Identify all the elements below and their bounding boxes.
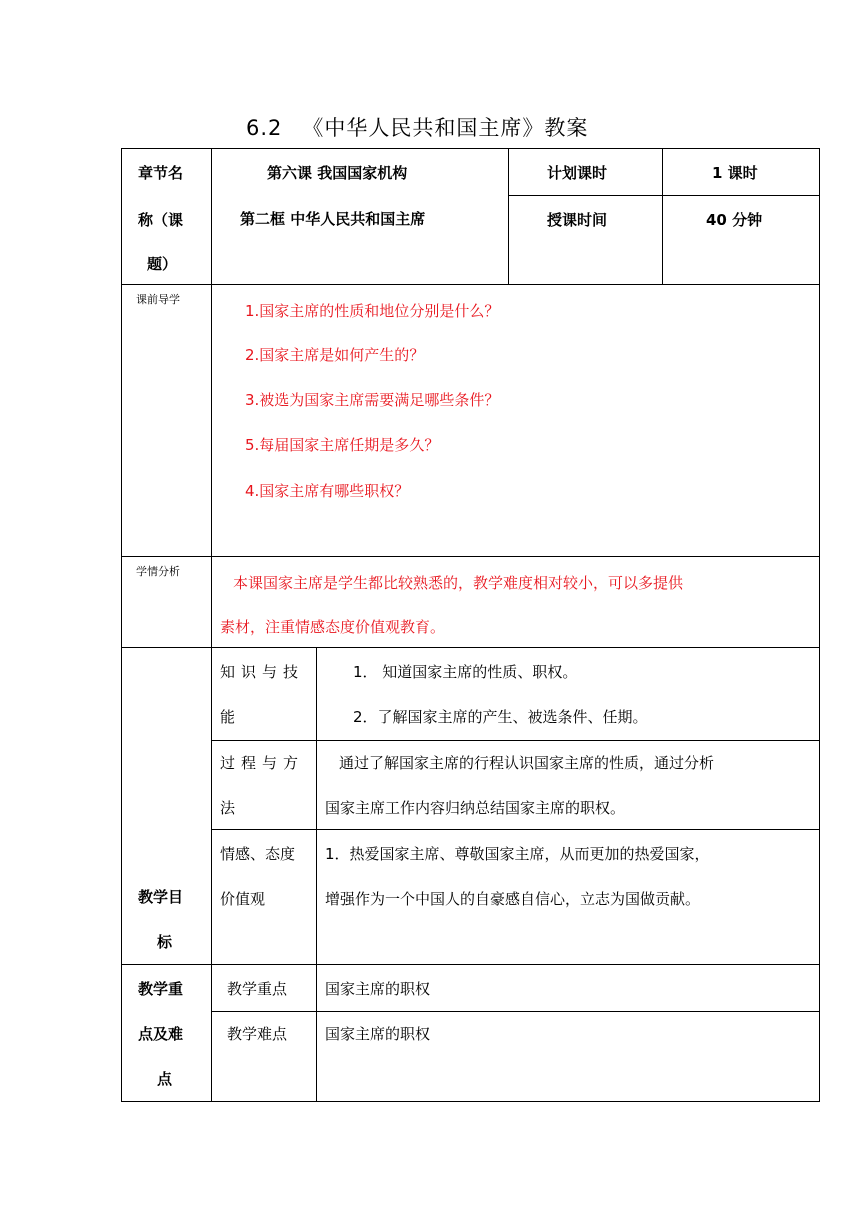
preview-question: 2.国家主席是如何产生的？ xyxy=(245,346,425,364)
focus-value: 国家主席的职权 xyxy=(325,980,431,998)
emotion-label-line-1: 情感、态度 xyxy=(220,845,296,863)
process-label-line-2: 法 xyxy=(220,799,236,817)
grid-line xyxy=(508,195,820,196)
title-number: 6.2 xyxy=(246,116,283,140)
knowledge-label-line-2: 能 xyxy=(220,708,236,726)
lesson-title-line-1: 第六课 我国国家机构 xyxy=(267,164,408,182)
key-points-label-line-1: 教学重 xyxy=(138,980,184,998)
emotion-label-line-2: 价值观 xyxy=(220,890,266,908)
analysis-line-1: 本课国家主席是学生都比较熟悉的，教学难度相对较小，可以多提供 xyxy=(233,574,684,592)
chapter-label-line-2: 称（课 xyxy=(138,211,184,229)
lesson-title-line-2: 第二框 中华人民共和国主席 xyxy=(240,210,426,228)
grid-line xyxy=(211,647,212,1102)
preview-label: 课前导学 xyxy=(136,293,180,306)
process-line-2: 国家主席工作内容归纳总结国家主席的职权。 xyxy=(325,799,626,817)
chapter-label-line-1: 章节名 xyxy=(138,164,184,182)
grid-line xyxy=(211,829,820,830)
emotion-line-2: 增强作为一个中国人的自豪感自信心，立志为国做贡献。 xyxy=(325,890,701,908)
grid-line xyxy=(211,1011,820,1012)
preview-question: 5.每届国家主席任期是多久？ xyxy=(245,436,440,454)
process-label-line-1: 过程与方 xyxy=(220,754,305,772)
title-text: 《中华人民共和国主席》教案 xyxy=(302,116,589,140)
grid-line xyxy=(316,647,317,1102)
teaching-time-value: 40 分钟 xyxy=(706,211,763,229)
grid-line xyxy=(508,148,509,284)
table-border-left xyxy=(121,148,122,1102)
process-line-1: 通过了解国家主席的行程认识国家主席的性质，通过分析 xyxy=(339,754,715,772)
grid-line xyxy=(211,148,212,284)
grid-line xyxy=(211,284,212,557)
preview-question: 4.国家主席有哪些职权？ xyxy=(245,482,410,500)
grid-line xyxy=(662,148,663,284)
chapter-label-line-3: 题） xyxy=(147,255,178,273)
document-title xyxy=(246,112,588,142)
table-border-right xyxy=(819,148,820,1102)
key-points-label-line-3: 点 xyxy=(157,1070,173,1088)
table-border-top xyxy=(121,148,820,149)
grid-line xyxy=(121,647,820,648)
objectives-label-line-1: 教学目 xyxy=(138,888,184,906)
grid-line xyxy=(211,740,820,741)
grid-line xyxy=(121,964,820,965)
table-border-bottom xyxy=(121,1101,820,1102)
grid-line xyxy=(211,556,212,648)
difficulty-value: 国家主席的职权 xyxy=(325,1025,431,1043)
key-points-label-line-2: 点及难 xyxy=(138,1025,184,1043)
preview-question: 3.被选为国家主席需要满足哪些条件？ xyxy=(245,391,500,409)
knowledge-item-1: 1． 知道国家主席的性质、职权。 xyxy=(353,663,578,681)
analysis-line-2: 素材，注重情感态度价值观教育。 xyxy=(220,618,446,636)
knowledge-label-line-1: 知识与技 xyxy=(220,663,305,681)
analysis-label: 学情分析 xyxy=(136,565,180,578)
objectives-label-line-2: 标 xyxy=(157,933,173,951)
knowledge-item-2: 2．了解国家主席的产生、被选条件、任期。 xyxy=(353,708,648,726)
planned-hours-value: 1 课时 xyxy=(712,164,758,182)
grid-line xyxy=(121,284,820,285)
focus-label: 教学重点 xyxy=(227,980,288,998)
planned-hours-label: 计划课时 xyxy=(547,164,608,182)
preview-question: 1.国家主席的性质和地位分别是什么？ xyxy=(245,302,500,320)
difficulty-label: 教学难点 xyxy=(227,1025,288,1043)
grid-line xyxy=(121,556,820,557)
teaching-time-label: 授课时间 xyxy=(547,211,608,229)
emotion-line-1: 1．热爱国家主席、尊敬国家主席，从而更加的热爱国家， xyxy=(325,845,710,863)
